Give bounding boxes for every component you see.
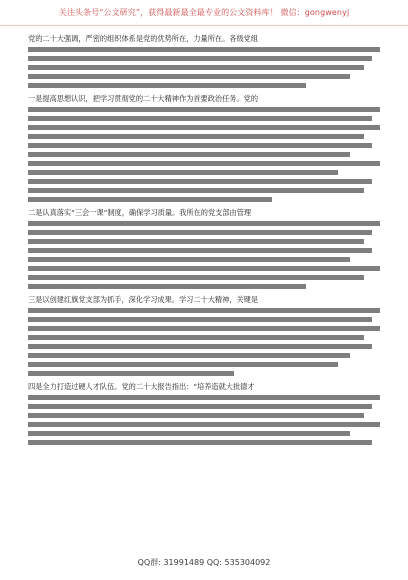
paragraph-line [28,431,350,436]
paragraph-line [28,125,380,130]
paragraph-line [28,197,272,202]
paragraph-line [28,371,234,376]
paragraph-1 [28,34,382,88]
paragraph-line [28,134,364,139]
paragraph-line [28,56,372,61]
paragraph-line [28,152,350,157]
paragraph-line [28,317,372,322]
paragraph-line [28,422,380,427]
paragraph-4-opening: 三是以创建红旗党支部为抓手，深化学习成果。学习二十大精神，关键是 [28,295,259,304]
header-divider [0,25,408,26]
paragraph-line [28,326,380,331]
paragraph-line [28,83,306,88]
paragraph-line [28,230,372,235]
paragraph-3-opening: 二是认真落实“三会一课”制度，确保学习质量。我所在的党支部由管理 [28,208,252,217]
paragraph-line [28,284,306,289]
paragraph-line [28,221,380,226]
paragraph-line [28,266,380,271]
paragraph-3 [28,208,382,289]
paragraph-line [28,116,372,121]
banner-text: 关注头条号“公文研究”，获得最新最全最专业的公文资料库！ 微信：gongwenyj [58,8,350,17]
paragraph-line [28,179,372,184]
paragraph-line [28,395,380,400]
paragraph-line [28,362,338,367]
footer-text: QQ群: 31991489 QQ: 535304092 [137,558,271,567]
paragraph-2 [28,94,382,202]
top-banner [0,0,408,26]
paragraph-line [28,188,364,193]
paragraph-line [28,170,338,175]
paragraph-line [28,308,380,313]
paragraph-4 [28,295,382,376]
paragraph-line [28,161,380,166]
paragraph-5-opening: 四是全力打造过硬人才队伍。党的二十大报告指出：“培养造就大批德才 [28,382,255,391]
paragraph-line [28,404,372,409]
paragraph-2-opening: 一是提高思想认识，把学习贯彻党的二十大精神作为首要政治任务。党的 [28,94,259,103]
paragraph-line [28,47,380,52]
document-body [28,34,382,550]
paragraph-5 [28,382,382,445]
paragraph-line [28,353,350,358]
paragraph-line [28,275,364,280]
paragraph-line [28,257,350,262]
paragraph-line [28,335,364,340]
paragraph-line [28,248,372,253]
paragraph-line [28,413,364,418]
paragraph-line [28,74,350,79]
paragraph-line [28,440,372,445]
paragraph-line [28,107,380,112]
paragraph-line [28,239,364,244]
paragraph-1-opening: 党的二十大强调，严密的组织体系是党的优势所在，力量所在。各级党组 [28,34,259,43]
paragraph-line [28,65,364,70]
paragraph-line [28,344,372,349]
paragraph-line [28,143,372,148]
footer-contact [0,556,408,570]
